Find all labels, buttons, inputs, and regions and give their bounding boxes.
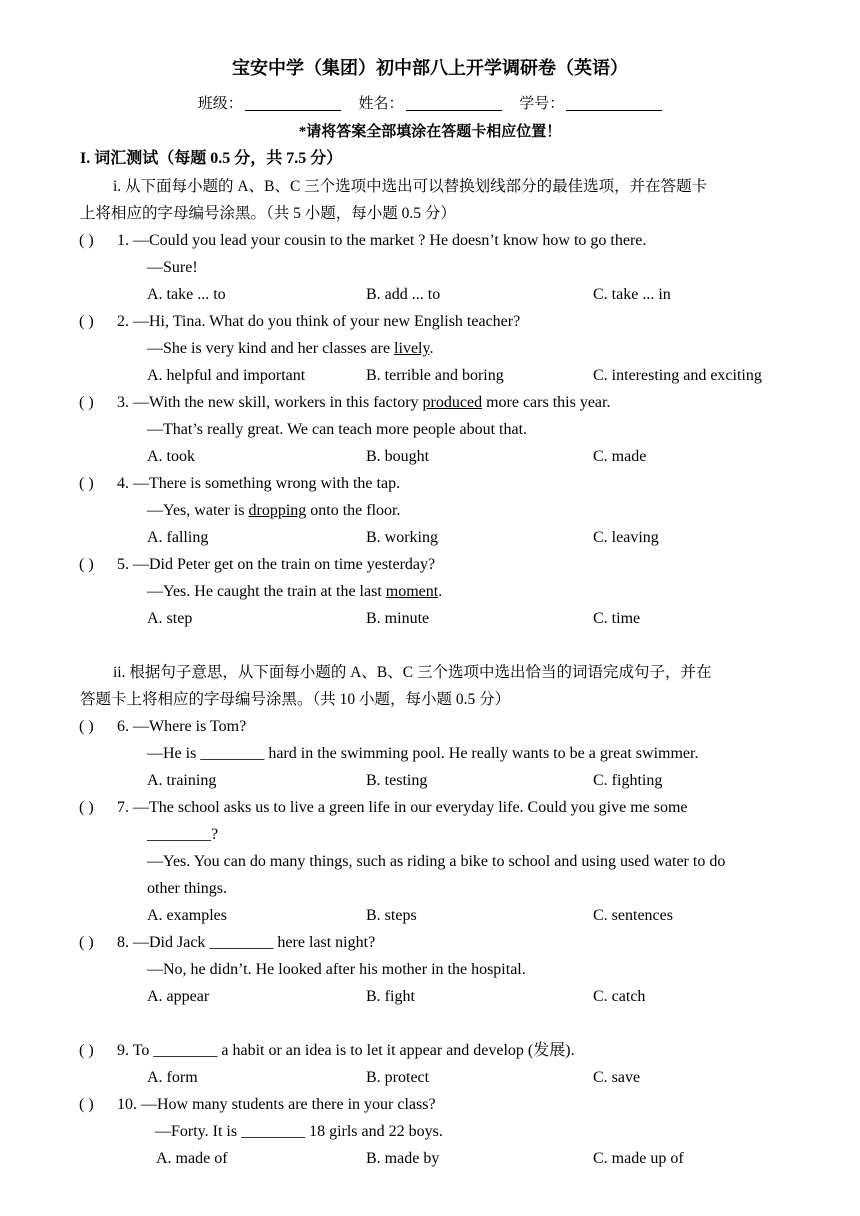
question-text: 9. To ________ a habit or an idea is to let it appear and develop (发展). xyxy=(117,1042,575,1059)
option-b: B. working xyxy=(366,529,438,546)
question-8 xyxy=(79,932,375,954)
question-2 xyxy=(79,311,520,333)
question-text: 6. —Where is Tom? xyxy=(117,718,247,735)
question-7-line2: ________? xyxy=(147,826,219,843)
question-text: 5. —Did Peter get on the train on time yesterday? xyxy=(117,556,436,573)
question-text: 10. —How many students are there in your class? xyxy=(117,1096,436,1113)
question-7 xyxy=(79,797,688,819)
option-a: A. examples xyxy=(147,907,227,924)
text: —She is very kind and her classes are xyxy=(147,340,395,357)
name-label: 姓名： xyxy=(358,96,404,112)
question-4 xyxy=(79,473,400,495)
answer-paren: ( ) xyxy=(79,232,94,249)
option-b: B. add ... to xyxy=(366,286,441,303)
option-c: C. sentences xyxy=(593,907,673,924)
option-a: A. appear xyxy=(147,988,210,1005)
option-a: A. step xyxy=(147,610,193,627)
question-3-response: —That’s really great. We can teach more people about that. xyxy=(147,421,528,438)
underlined-word: dropping xyxy=(248,502,307,519)
option-c: C. leaving xyxy=(593,529,659,546)
question-1-response: —Sure! xyxy=(147,259,198,276)
option-c: C. time xyxy=(593,610,641,627)
answer-paren: ( ) xyxy=(79,799,94,816)
question-10 xyxy=(79,1094,436,1116)
question-text: 1. —Could you lead your cousin to the market ? He doesn’t know how to go there. xyxy=(117,232,647,249)
answer-paren: ( ) xyxy=(79,475,94,492)
underlined-word: moment xyxy=(385,583,439,600)
answer-paren: ( ) xyxy=(79,1096,94,1113)
option-b: B. protect xyxy=(366,1069,430,1086)
option-b: B. minute xyxy=(366,610,430,627)
question-10-response: —Forty. It is ________ 18 girls and 22 boys. xyxy=(155,1123,443,1140)
option-c: C. save xyxy=(593,1069,641,1086)
option-c: C. made xyxy=(593,448,647,465)
question-5-response xyxy=(147,581,442,603)
option-a: A. made of xyxy=(156,1150,228,1167)
option-b: B. steps xyxy=(366,907,417,924)
answer-paren: ( ) xyxy=(79,313,94,330)
question-3 xyxy=(79,392,610,414)
underlined-word: produced xyxy=(422,394,483,411)
option-b: B. testing xyxy=(366,772,428,789)
question-7-response-line2: other things. xyxy=(147,880,227,897)
question-6 xyxy=(79,716,246,738)
id-label: 学号： xyxy=(519,96,565,112)
question-7-response: —Yes. You can do many things, such as riding a bike to school and using used water to do xyxy=(147,853,726,870)
question-2-response xyxy=(147,338,433,360)
class-label: 班级： xyxy=(197,96,243,112)
option-a: A. training xyxy=(147,772,217,789)
section-heading: I. 词汇测试（每题 0.5 分，共 7.5 分） xyxy=(80,150,343,167)
underlined-word: lively xyxy=(394,340,430,357)
option-a: A. helpful and important xyxy=(147,367,306,384)
answer-paren: ( ) xyxy=(79,1042,94,1059)
text: onto the floor. xyxy=(306,502,401,519)
id-blank xyxy=(566,94,662,111)
text: . xyxy=(429,340,434,357)
option-c: C. fighting xyxy=(593,772,663,789)
option-b: B. terrible and boring xyxy=(366,367,504,384)
student-info-row xyxy=(0,93,860,115)
question-text: 3. —With the new skill, workers in this factory xyxy=(117,394,423,411)
class-blank xyxy=(245,94,341,111)
question-9 xyxy=(79,1040,575,1062)
option-a: A. take ... to xyxy=(147,286,226,303)
text: . xyxy=(438,583,443,600)
answer-paren: ( ) xyxy=(79,556,94,573)
option-c: C. catch xyxy=(593,988,646,1005)
option-c: C. interesting and exciting xyxy=(593,367,762,384)
question-8-response: —No, he didn’t. He looked after his mother in the hospital. xyxy=(147,961,526,978)
answer-paren: ( ) xyxy=(79,394,94,411)
page-title: 宝安中学（集团）初中部八上开学调研卷（英语） xyxy=(232,58,628,79)
question-text: 4. —There is something wrong with the tap. xyxy=(117,475,401,492)
question-6-response: —He is ________ hard in the swimming pool. He really wants to be a great swimmer. xyxy=(147,745,699,762)
option-b: B. made by xyxy=(366,1150,440,1167)
option-a: A. falling xyxy=(147,529,209,546)
question-text: 2. —Hi, Tina. What do you think of your new English teacher? xyxy=(117,313,521,330)
part-ii-instruction-line1: ii. 根据句子意思，从下面每小题的 A、B、C 三个选项中选出恰当的词语完成句子，并在 xyxy=(113,664,712,681)
question-text: 7. —The school asks us to live a green life in our everyday life. Could you give me some xyxy=(117,799,688,816)
option-b: B. bought xyxy=(366,448,430,465)
option-b: B. fight xyxy=(366,988,415,1005)
text: —Yes, water is xyxy=(147,502,249,519)
question-4-response xyxy=(147,500,400,522)
option-c: C. take ... in xyxy=(593,286,671,303)
question-text: 8. —Did Jack ________ here last night? xyxy=(117,934,376,951)
part-ii-instruction-line2: 答题卡上将相应的字母编号涂黑。（共 10 小题，每小题 0.5 分） xyxy=(80,691,511,708)
answer-paren: ( ) xyxy=(79,934,94,951)
part-i-instruction-line2: 上将相应的字母编号涂黑。（共 5 小题，每小题 0.5 分） xyxy=(80,205,456,222)
question-1 xyxy=(79,230,646,252)
notice: *请将答案全部填涂在答题卡相应位置！ xyxy=(298,124,562,140)
part-i-instruction-line1: i. 从下面每小题的 A、B、C 三个选项中选出可以替换划线部分的最佳选项，并在答题卡 xyxy=(113,178,708,195)
option-c: C. made up of xyxy=(593,1150,684,1167)
option-a: A. took xyxy=(147,448,195,465)
question-5 xyxy=(79,554,435,576)
text: more cars this year. xyxy=(482,394,611,411)
text: —Yes. He caught the train at the last xyxy=(147,583,386,600)
answer-paren: ( ) xyxy=(79,718,94,735)
option-a: A. form xyxy=(147,1069,198,1086)
name-blank xyxy=(406,94,502,111)
